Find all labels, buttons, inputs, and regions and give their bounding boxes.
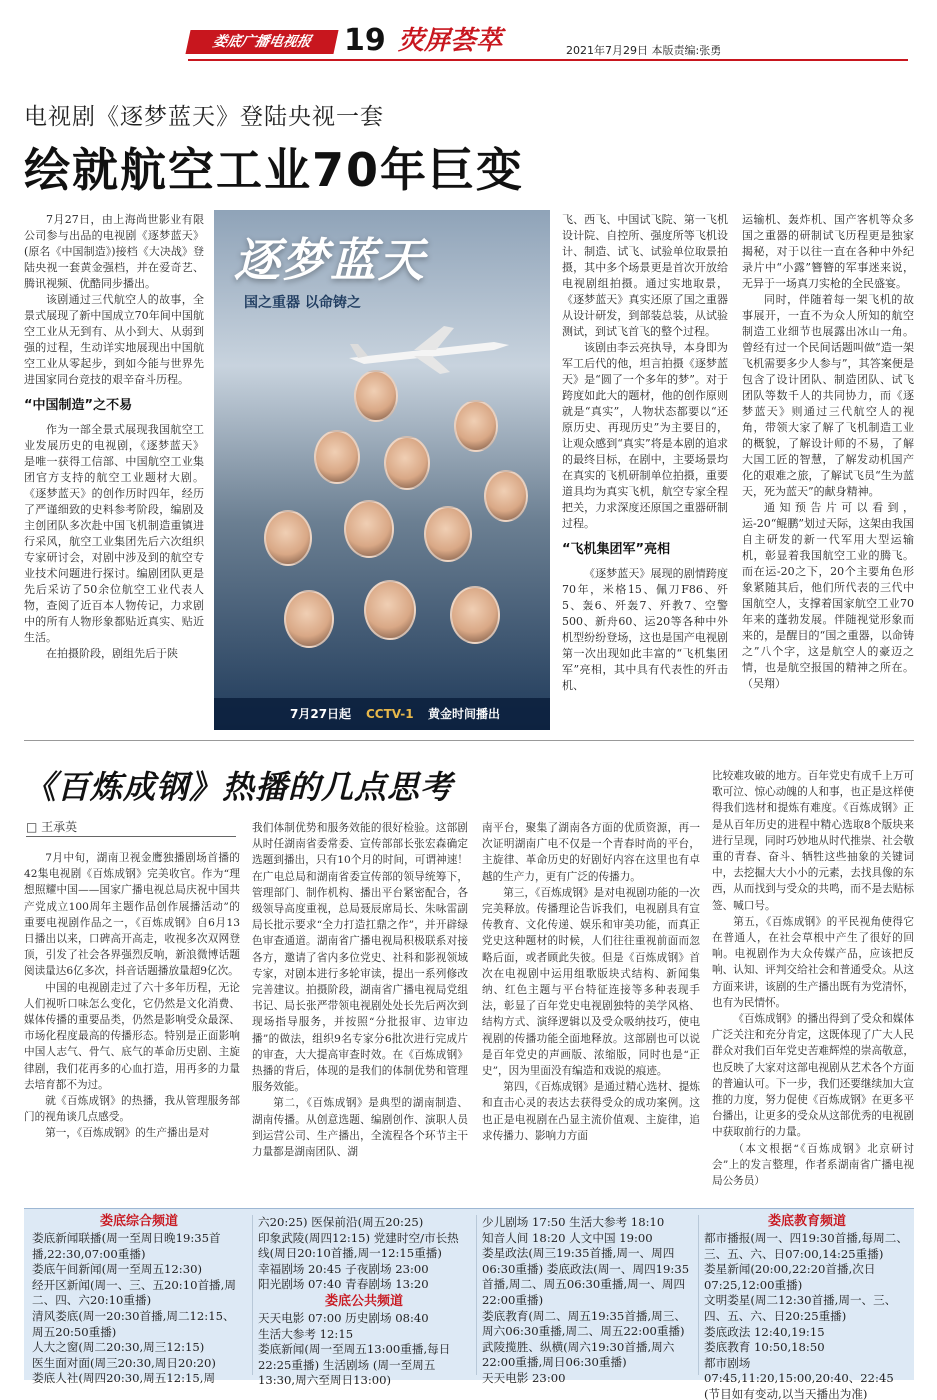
channel-title: 娄底公共频道 <box>324 1293 403 1309</box>
article1-col1 <box>24 212 204 732</box>
cast-portrait <box>264 510 312 566</box>
author-rule <box>26 836 236 837</box>
cast-portrait <box>450 586 500 644</box>
paragraph: 《百炼成钢》的播出得到了受众和媒体广泛关注和充分肯定，这既体现了广大人民群众对我们百年党史苦难辉煌的崇高敬意，也反映了大家对这部电视剧从艺术各个方面的普遍认可。下一步，我们还要继续加大宣推的力度，努力促使《百炼成钢》在更多平台播出，让更多的受众从这部优秀的电视剧中获取前行的力量。 <box>712 1013 914 1139</box>
paragraph: 通知预告片可以看到，运-20“鲲鹏”划过天际，这架由我国自主研发的新一代军用大型运输机，彰显着我国航空工业的腾飞。而在运-20之下，20个主要角色形象紧随其后，他们所代表的三代中国航空人，支撑着国家航空工业70年来的蓬勃发展。伴随视觉形象而来的，是醒目的“国之重器，以命铸之”八个字，这是航空人的豪迈之情，也是航空报国的精神之所在。（吴翔） <box>742 501 914 690</box>
schedule-col-2 <box>258 1215 470 1389</box>
paragraph: 7月27日，由上海尚世影业有限公司参与出品的电视剧《逐梦蓝天》(原名《中国制造》)接档《大决战》登陆央视一套黄金强档，并在爱奇艺、腾讯视频、优酷同步播出。 <box>24 213 204 290</box>
schedule-col-3 <box>482 1215 692 1387</box>
poster-airtime-bar <box>214 698 550 730</box>
article1-subhead-1: “中国制造”之不易 <box>24 398 133 413</box>
cast-portrait <box>344 500 394 558</box>
paragraph: 在拍摄阶段，剧组先后于陕 <box>46 647 178 660</box>
masthead-rule <box>188 59 908 61</box>
cast-portrait <box>314 430 360 484</box>
paragraph: 第一，《百炼成钢》的生产播出是对 <box>45 1127 210 1140</box>
paragraph: 中国的电视剧走过了六十多年历程，无论人们视听口味怎么变化，它仍然是文化消费、媒体传播的重要品类，仍然是影响受众最深、市场化程度最高的传播形态。特别是正面影响中国人志气、骨气、底气的革命历史剧、主旋律剧，我们花再多的心血打造，用再多的力量去培育都不为过。 <box>24 981 240 1091</box>
cast-portrait <box>284 590 334 648</box>
date-editor: 2021年7月29日 本版责编:张勇 <box>566 44 722 57</box>
paragraph: 运输机、轰炸机、国产客机等众多国之重器的研制试飞历程更是独家揭秘，对于以往一直在各种中外纪录片中“小露”簪簪的军事迷来说，无异于一场真刀实枪的全民盛宴。 <box>742 213 914 290</box>
paragraph: 第五，《百炼成钢》的平民视角使得它在普通人，在社会草根中产生了很好的回响。电视剧作为大众传媒产品，应该把反响、认知、评判交给社会和普通受众。从这方面来讲，该剧的生产播出既有为党清怀，也有为民情怀。 <box>712 915 914 1009</box>
schedule-item: 娄底人社(周四20:30,周五12:15,周 <box>32 1371 216 1386</box>
article2-col2 <box>252 820 468 1200</box>
poster-airdate: 7月27日起 <box>290 707 352 721</box>
cast-portraits <box>254 360 534 690</box>
paragraph: 第二，《百炼成钢》是典型的湖南制造、湖南传播。从创意选题、编剧创作、演职人员到运营公司、生产播出，全流程各个环节主干力量都是湖南团队、湖 <box>252 1097 468 1159</box>
paragraph: 同时，伴随着每一架飞机的故事展开，一直不为众人所知的航空制造工业细节也展露出冰山一角。曾经有过一个民间话题叫做“造一架飞机需要多少人参与”，其答案便是包含了设计团队、制造团队、试飞团队等数千人的共同协力，而《逐梦蓝天》则通过三代航空人的视角，带领大家了解了飞机制造工业的概貌，了解设计师的不易，了解大国工匠的智慧，了解发动机国产化的艰难之旅，了解试飞员“生为蓝天，死为蓝天”的献身精神。 <box>742 293 914 498</box>
tv-schedule <box>24 1208 914 1400</box>
author-name: 王承英 <box>41 820 78 834</box>
paragraph: 作为一部全景式展现我国航空工业发展历史的电视剧，《逐梦蓝天》是唯一获得工信部、中国航空工业集团官方支持的航空工业题材大剧。《逐梦蓝天》的创作历时四年，经历了严谨细致的史料参考阶段，编剧及主创团队多次赴中国飞机制造重镇进行采风，航空工业集团先后六次组织专家研讨会，对剧中涉及到的航空专业技术问题进行探讨。编剧团队更是先后采访了50余位航空工业代表人物，查阅了近百本人物传记，力求剧中的所有人物形象都贴近真实、贴近生活。 <box>24 423 204 644</box>
article2-col4 <box>712 768 914 1200</box>
cast-portrait <box>354 370 398 422</box>
schedule-item: 天天电影 07:00 历史剧场 08:40 <box>258 1310 429 1325</box>
schedule-item: 生活大参考 12:15 <box>258 1326 354 1341</box>
schedule-item: 娄底教育 10:50,18:50 <box>704 1340 825 1355</box>
newspaper-brand: 娄底广播电视报 <box>185 30 338 54</box>
schedule-item: 天天电影 23:00 <box>482 1370 566 1385</box>
schedule-item: 娄底午间新闻(周一至周五12:30) <box>32 1262 202 1277</box>
article1-col2 <box>562 212 728 732</box>
column-rule <box>476 1215 477 1375</box>
poster-channel: CCTV-1 <box>366 707 414 721</box>
cast-portrait <box>384 436 430 490</box>
schedule-item: 清风娄底(周一20:30首播,周二12:15、周五20:50重播) <box>32 1308 235 1339</box>
schedule-item: 阳光剧场 07:40 青春剧场 13:20 <box>258 1277 429 1292</box>
column-rule <box>252 1215 253 1375</box>
channel-title: 娄底教育频道 <box>767 1214 846 1229</box>
schedule-item: 娄底新闻(周一至周五13:00重播,每日22:25重播) 生活剧场 (周一至周五13:30,周六至周日13:00) <box>258 1342 451 1388</box>
schedule-item: 经开区新闻(周一、三、五20:10首播,周二、四、六20:10重播) <box>32 1277 236 1308</box>
section-divider <box>24 740 914 741</box>
poster-slogan: 国之重器 以命铸之 <box>244 295 361 311</box>
schedule-item: 幸福剧场 20:45 子夜剧场 23:00 <box>258 1261 429 1276</box>
article2-col3 <box>482 820 700 1200</box>
schedule-item: 娄星政法(周三19:35首播,周一、周四06:30重播) 娄底政法(周一、周四19:35首播,周二、周五06:30重播,周一、周四22:00重播) <box>482 1246 690 1307</box>
article1-col3 <box>742 212 914 732</box>
poster-slot: 黄金时间播出 <box>428 707 501 721</box>
article2-author <box>26 818 77 835</box>
schedule-item: 人大之窗(周二20:30,周三12:15) <box>32 1340 205 1355</box>
paragraph: 第三，《百炼成钢》是对电视剧功能的一次完美释放。传播理论告诉我们，电视剧具有宣传教育、文化传递、娱乐和审美功能，而真正党史这种题材的时候，人们往往重视前面而忽略后面，或者顾此失彼。但是《百炼成钢》首次在电视剧中运用组歌版块式结构、新闻集纳、红色主题与平台特征连接等多种表现手法，彰显了百年党史电视剧独特的美学风格、结构方式、演绎逻辑以及受众吸纳技巧，使电视剧的传播功能全面地释放。这部剧也可以说是百年党史的声画版、浓缩版，同时也是“正史”，因为里面没有编造和戏说的痕迹。 <box>482 886 700 1078</box>
schedule-col-1 <box>32 1213 246 1387</box>
article1-headline: 绘就航空工业70年巨变 <box>24 143 525 197</box>
schedule-item: 印象武陵(周四12:15) 党建时空/市长热线(周日20:10首播,周一12:15重播) <box>258 1230 459 1261</box>
column-rule <box>698 1215 699 1375</box>
schedule-item: 武陵揽胜、纵横(周六19:30首播,周六22:00重播,周日06:30重播) <box>482 1339 675 1370</box>
author-box-icon: □ <box>26 820 42 834</box>
paragraph: 《逐梦蓝天》展现的剧情跨度70年，米格15、佩刀F86、歼5、轰6、歼轰7、歼教7、空警500、新舟60、运20等各种中外机型纷纷登场，这也是国产电视剧第一次出现如此丰富的“飞机集团军”亮相，其中具有代表性的歼击机、 <box>562 567 728 692</box>
schedule-item: 都市播报(周一、四19:30首播,每周二、三、五、六、日07:00,14:25重播) <box>704 1231 908 1261</box>
schedule-item: 娄底教育(周二、周五19:35首播,周三、周六06:30重播,周二、周五22:00重播) <box>482 1308 686 1339</box>
paragraph: 就《百炼成钢》的热播，我从管理服务部门的视角谈几点感受。 <box>24 1095 240 1124</box>
article1-subhead-2: “飞机集团军”亮相 <box>562 542 671 557</box>
cast-portrait <box>364 580 416 640</box>
schedule-item: 娄底新闻联播(周一至周日晚19:35首播,22:30,07:00重播) <box>32 1231 221 1261</box>
schedule-item: 都市剧场 07:45,11:20,15:00,20:40、22:45 (节目如有变动,以当天播出为准) <box>704 1355 894 1400</box>
paragraph: 该剧由李云亮执导，本身即为军工后代的他，坦言拍摄《逐梦蓝天》是“圆了一个多年的梦”。对于跨度如此大的题材，他的创作原则就是“真实”，人物状态都要以“还原历史、再现历史”为主要目的，让观众感到“真实”将是本剧的追求的最终目标，在剧中，主要场景均在真实的飞机研制单位拍摄，重要道具均为真实飞机，航空专家全程把关，力求深度还原国之重器研制过程。 <box>562 341 728 530</box>
page-number: 19 <box>344 23 386 58</box>
paragraph: 我们体制优势和服务效能的很好检验。这部剧从时任湖南省委常委、宣传部部长张宏森确定选题到播出，只有10个月的时间，可谓神速！在广电总局和湖南省委宣传部的领导统筹下，管理部门、制作机构、播出平台紧密配合，各级领导高度重视，总局聂辰席局长、朱咏雷副局长批示要求“全力打造扛鼎之作”，并开辟绿色审查通道。湖南省广播电视局积极联系对接各方，邀请了省内多位党史、社科和影视领域专家，对剧本进行多轮审读，提出一系列修改完善建议。拍摄阶段，湖南省广播电视局党组书记、局长张严带领电视剧处处长先后两次到现场指导服务，并按照“分批报审、边审边播”的做法，组织9名专家分6批次进行完成片的审查，大大提高审查时效。在《百炼成钢》热播的背后，体现的是我们的体制优势和管理服务效能。 <box>252 822 468 1094</box>
cast-portrait <box>454 400 498 452</box>
paragraph: 比较难攻破的地方。百年党史有成千上万可歌可泣、惊心动魄的人和事，也正是这样使得我们选材和提炼有难度。《百炼成钢》正是从百年历史的进程中精心选取8个版块来进行呈现，同时巧妙地从时代推崇、社会敬重的青春、奋斗、牺牲这些抽象的关键词中，去挖掘大大小小的元素，去找具像的东西，从而找到与受众的共鸣，而不是去贴标签、喊口号。 <box>712 770 914 912</box>
cast-portrait <box>424 506 472 562</box>
section-title: 荧屏荟萃 <box>398 26 503 56</box>
article1-kicker: 电视剧《逐梦蓝天》登陆央视一套 <box>24 104 384 130</box>
paragraph: 7月中旬，湖南卫视金鹰独播剧场首播的42集电视剧《百炼成钢》完美收官。作为“理想照耀中国——国家广播电视总局庆祝中国共产党成立100周年主题作品创作展播活动”的重要电视剧作品之一，《百炼成钢》自6月13日播出以来，口碑高开高走，收视多次双网登顶，引发了社会各界强烈反响，新浪微博话题阅读量达6亿多次，抖音话题播放量超9亿次。 <box>24 852 240 978</box>
paragraph: 飞、西飞、中国试飞院、第一飞机设计院、自控所、强度所等飞机设计、制造、试飞、试验单位取景拍摄，其中多个场景更是首次开放给电视剧组拍摄。通过实地取景，《逐梦蓝天》真实还原了国之重器从设计研发，到部装总装，从试验测试，到试飞首飞的整个过程。 <box>562 213 728 338</box>
schedule-item: 娄底政法 12:40,19:15 <box>704 1324 825 1339</box>
paragraph: 南平台，聚集了湖南各方面的优质资源，再一次证明湖南广电不仅是一个青春时尚的平台，主旋律、革命历史的好剧好内容在这里也有卓越的生产力，更有广泛的传播力。 <box>482 822 700 883</box>
paragraph: 该剧通过三代航空人的故事，全景式展现了新中国成立70年间中国航空工业从无到有、从小到大、从弱到强的过程，生动详实地展现出中国航空工业从零起步，到如今能与世界先进国家同台竞技的艰辛奋斗历程。 <box>24 293 204 386</box>
schedule-item: 医生面对面(周三20:30,周日20:20) <box>32 1355 216 1370</box>
paragraph: 第四，《百炼成钢》是通过精心选材、提炼和直击心灵的表达去获得受众的成功案例。这也正是电视剧在凸显主流价值观、主旋律，追求传播力、影响力方面 <box>482 1081 700 1142</box>
article2-headline: 《百炼成钢》热播的几点思考 <box>24 768 454 806</box>
schedule-item: 文明娄星(周二12:30首播,周一、三、四、五、六、日20:25重播) <box>704 1293 897 1323</box>
schedule-item: 六20:25) 医保前沿(周五20:25) <box>258 1215 424 1229</box>
article2-col1 <box>24 850 240 1200</box>
schedule-item: 少儿剧场 17:50 生活大参考 18:10 <box>482 1215 665 1229</box>
drama-poster <box>214 210 550 730</box>
cast-portrait <box>484 470 528 522</box>
schedule-item: 知音人间 18:20 人文中国 19:00 <box>482 1230 653 1245</box>
schedule-item: 娄星新闻(20:00,22:20首播,次日07:25,12:00重播) <box>704 1262 876 1292</box>
poster-title: 逐梦蓝天 <box>234 233 426 287</box>
paragraph: （本文根据“《百炼成钢》北京研讨会”上的发言整理，作者系湖南省广播电视局公务员） <box>712 1142 914 1188</box>
schedule-col-4 <box>704 1213 910 1400</box>
channel-title: 娄底综合频道 <box>99 1214 178 1229</box>
